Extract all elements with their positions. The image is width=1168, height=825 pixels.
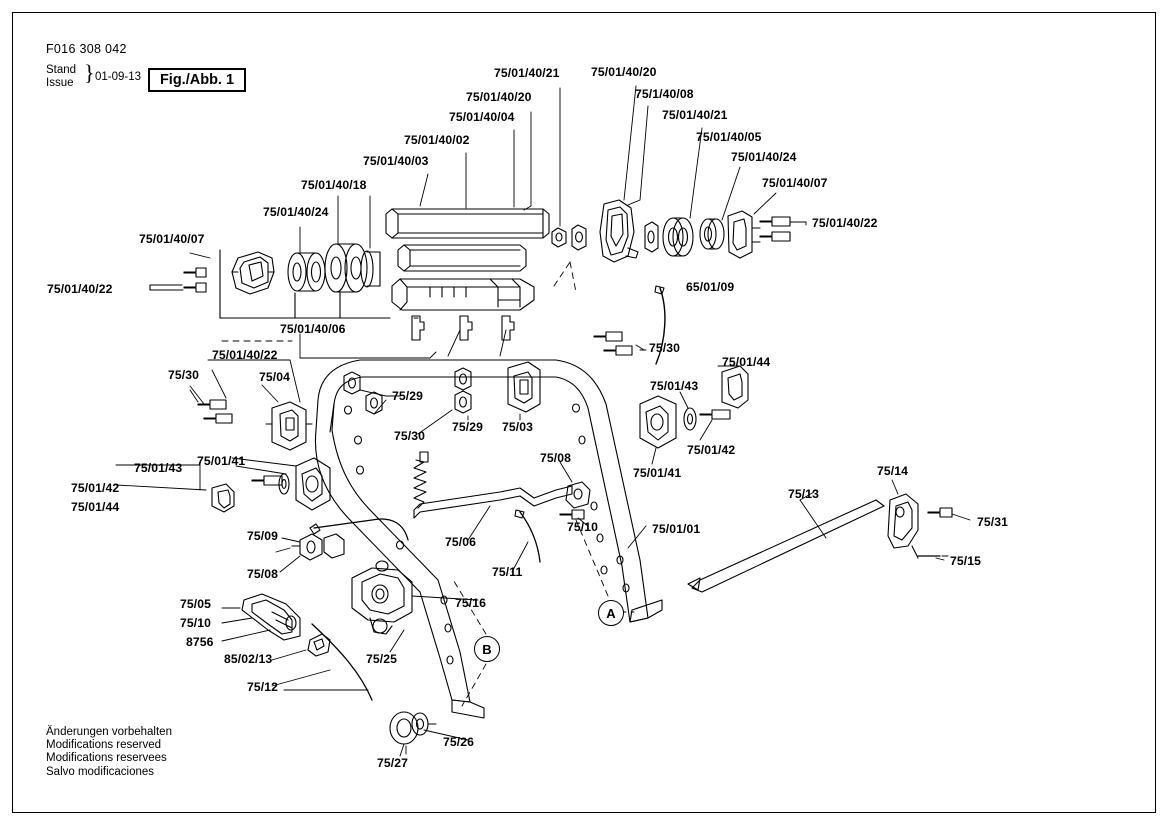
callout-label: 75/15 xyxy=(950,554,981,568)
figure-label-box: Fig./Abb. 1 xyxy=(148,68,246,92)
callout-label: 75/01/40/03 xyxy=(363,154,429,168)
issue-label: Issue xyxy=(46,76,74,89)
callout-label: 75/29 xyxy=(392,389,423,403)
callout-label: 75/08 xyxy=(540,451,571,465)
callout-label: 75/08 xyxy=(247,567,278,581)
callout-label: 8756 xyxy=(186,635,214,649)
stand-date: 01-09-13 xyxy=(95,71,142,83)
footer-line-en: Modifications reserved xyxy=(46,739,162,752)
callout-label: 75/01/41 xyxy=(197,454,246,468)
section-marker-a: A xyxy=(598,600,624,626)
footer-disclaimer xyxy=(46,726,172,779)
callout-label: 75/01/40/21 xyxy=(494,66,560,80)
callout-label: 75/13 xyxy=(788,487,819,501)
callout-label: 75/30 xyxy=(168,368,199,382)
callout-label: 75/01/42 xyxy=(71,481,120,495)
callout-label: 75/29 xyxy=(452,420,483,434)
callout-label: 75/16 xyxy=(455,596,486,610)
callout-label: 75/01/01 xyxy=(652,522,701,536)
callout-label: 75/11 xyxy=(492,565,523,579)
callout-label: 75/31 xyxy=(977,515,1008,529)
callout-label: 75/06 xyxy=(445,535,476,549)
callout-label: 75/30 xyxy=(649,341,680,355)
callout-label: 75/10 xyxy=(567,520,598,534)
callout-label: 75/01/40/20 xyxy=(466,90,532,104)
callout-label: 75/01/40/22 xyxy=(47,282,113,296)
callout-label: 75/14 xyxy=(877,464,908,478)
callout-label: 75/01/40/22 xyxy=(812,216,878,230)
section-marker-b: B xyxy=(474,636,500,662)
callout-label: 75/01/40/05 xyxy=(696,130,762,144)
callout-label: 75/01/40/02 xyxy=(404,133,470,147)
callout-label: 75/01/43 xyxy=(134,461,183,475)
callout-label: 85/02/13 xyxy=(224,652,273,666)
callout-label: 75/01/40/04 xyxy=(449,110,515,124)
callout-label: 75/04 xyxy=(259,370,290,384)
callout-label: 75/01/40/07 xyxy=(139,232,205,246)
callout-label: 75/01/42 xyxy=(687,443,736,457)
callout-label: 75/12 xyxy=(247,680,278,694)
footer-line-es: Salvo modificaciones xyxy=(46,765,155,778)
footer-line-fr: Modifications reservees xyxy=(46,752,167,765)
callout-label: 75/01/44 xyxy=(722,355,771,369)
callout-label: 75/05 xyxy=(180,597,211,611)
footer-line-de: Änderungen vorbehalten xyxy=(46,726,172,738)
brace-glyph: } xyxy=(84,60,95,85)
part-code: F016 308 042 xyxy=(46,42,127,56)
callout-label: 75/30 xyxy=(394,429,425,443)
callout-label: 75/03 xyxy=(502,420,533,434)
callout-label: 75/26 xyxy=(443,735,474,749)
callout-label: 75/01/40/07 xyxy=(762,176,828,190)
callout-label: 75/27 xyxy=(377,756,408,770)
callout-label: 75/01/43 xyxy=(650,379,699,393)
stand-label: Stand xyxy=(46,64,77,76)
callout-label: 75/01/40/24 xyxy=(263,205,329,219)
callout-label: 75/01/44 xyxy=(71,500,120,514)
callout-label: 75/25 xyxy=(366,652,397,666)
callout-label: 65/01/09 xyxy=(686,280,735,294)
callout-label: 75/09 xyxy=(247,529,278,543)
callout-label: 75/01/40/22 xyxy=(212,348,278,362)
page-border xyxy=(12,12,1156,813)
callout-label: 75/01/40/24 xyxy=(731,150,797,164)
callout-label: 75/10 xyxy=(180,616,211,630)
callout-label: 75/01/41 xyxy=(633,466,682,480)
callout-label: 75/1/40/08 xyxy=(635,87,694,101)
callout-label: 75/01/40/20 xyxy=(591,65,657,79)
callout-label: 75/01/40/21 xyxy=(662,108,728,122)
callout-label: 75/01/40/18 xyxy=(301,178,367,192)
stand-issue-labels xyxy=(46,64,76,89)
callout-label: 75/01/40/06 xyxy=(280,322,346,336)
